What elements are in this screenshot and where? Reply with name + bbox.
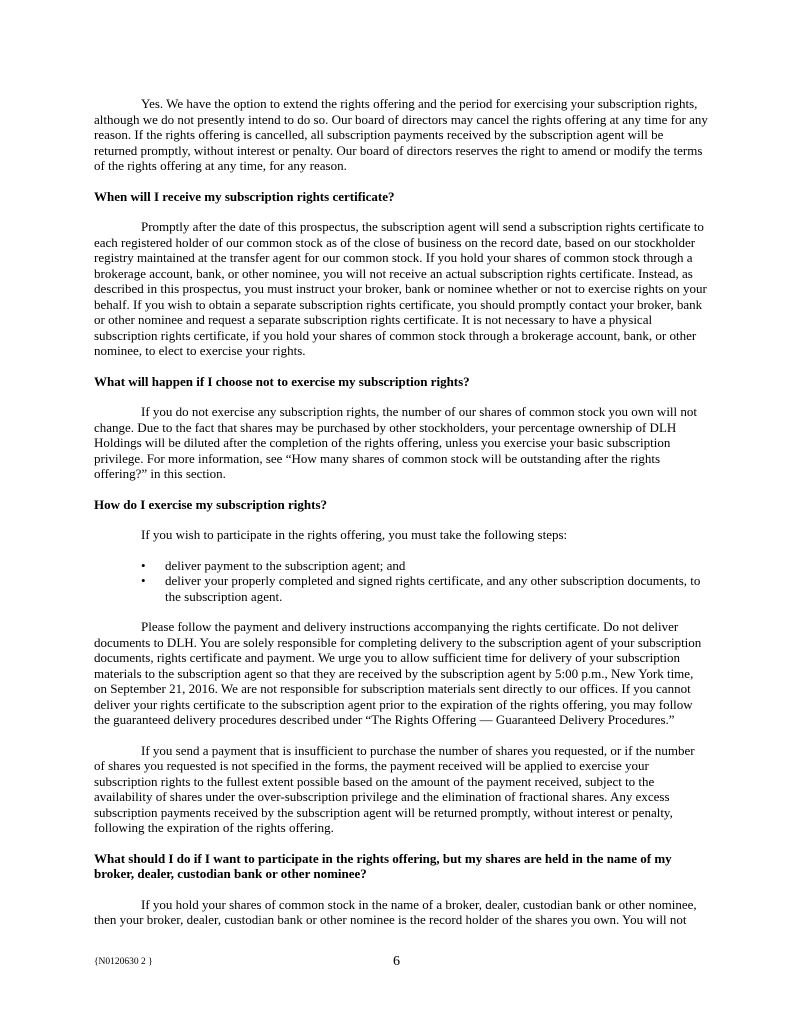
paragraph-how-exercise-intro: If you wish to participate in the rights offering, you must take the following steps: (141, 527, 568, 542)
paragraph-extend-offering: Yes. We have the option to extend the rights offering and the period for exercising your subscription rights, although we do not presently intend to do so. Our board of directors may cancel the rights offering at any time for any reason. If the rights offering is cancelled, all subscription payments received by the subscription agent will be returned promptly, without interest or penalty. Our board of directors reserves the right to amend or modify the terms of the rights offering at any time, for any reason. (94, 96, 708, 173)
bullet-icon: • (141, 557, 146, 573)
footer-page-number: 6 (393, 954, 400, 969)
document-page (94, 96, 708, 928)
heading-how-exercise: How do I exercise my subscription rights? (94, 496, 328, 512)
paragraph-delivery-instructions: Please follow the payment and delivery instructions accompanying the rights certificate. Do not deliver documents to DLH. You are solely responsible for completing delivery to the subscription agent of your subscription documents, rights certificate and payment. We urge you to allow sufficient time for delivery of your subscription materials to the subscription agent so that they are received by the subscription agent by 5:00 p.m., New York time, on September 21, 2016. We are not responsible for subscription materials sent directly to our offices. If you cannot deliver your rights certificate to the subscription agent prior to the expiration of the rights offering, you may follow the guaranteed delivery procedures described under “The Rights Offering — Guaranteed Delivery Procedures.” (94, 619, 702, 727)
list-item (94, 573, 708, 604)
footer-document-id: {N0120630 2 } (94, 957, 153, 967)
heading-not-exercise: What will happen if I choose not to exercise my subscription rights? (94, 373, 470, 389)
list-item (94, 558, 708, 574)
list-item-text: deliver payment to the subscription agent; and (165, 557, 406, 573)
heading-nominee: What should I do if I want to participate in the rights offering, but my shares are held in the name of my broker, dealer, custodian bank or other nominee? (94, 850, 672, 881)
steps-list (94, 558, 708, 605)
bullet-icon: • (141, 573, 146, 588)
list-item-text: deliver your properly completed and signed rights certificate, and any other subscription documents, to the subscription agent. (165, 573, 701, 604)
paragraph-not-exercise: If you do not exercise any subscription rights, the number of our shares of common stock you own will not change. Due to the fact that shares may be purchased by other stockholders, your percentage ownership of DLH Holdings will be diluted after the completion of the rights offering, unless you exercise your basic subscription privilege. For more information, see “How many shares of common stock will be outstanding after the rights offering?” in this section. (94, 404, 698, 481)
paragraph-insufficient-payment: If you send a payment that is insufficient to purchase the number of shares you requested, or if the number of shares you requested is not specified in the forms, the payment received will be applied to exercise your subscription rights to the fullest extent possible based on the amount of the payment received, subject to the availability of shares under the over-subscription privilege and the elimination of fractional shares. Any excess subscription payments received by the subscription agent will be returned promptly, without interest or penalty, following the expiration of the rights offering. (94, 742, 695, 835)
heading-certificate: When will I receive my subscription rights certificate? (94, 188, 395, 204)
paragraph-certificate: Promptly after the date of this prospectus, the subscription agent will send a subscription rights certificate to each registered holder of our common stock as of the close of business on the record date, based on our stockholder registry maintained at the transfer agent for our common stock. If you hold your shares of common stock through a brokerage account, bank, or other nominee, you will not receive an actual subscription rights certificate. Instead, as described in this prospectus, you must instruct your broker, bank or nominee whether or not to exercise rights on your behalf. If you wish to obtain a separate subscription rights certificate, you should promptly contact your broker, bank or other nominee and request a separate subscription rights certificate. It is not necessary to have a physical subscription rights certificate, if you hold your shares of common stock through a brokerage account, bank, or other nominee, to elect to exercise your rights. (94, 219, 707, 358)
paragraph-nominee: If you hold your shares of common stock in the name of a broker, dealer, custodian bank or other nominee, then your broker, dealer, custodian bank or other nominee is the record holder of the shares you own. You will not (94, 896, 697, 927)
